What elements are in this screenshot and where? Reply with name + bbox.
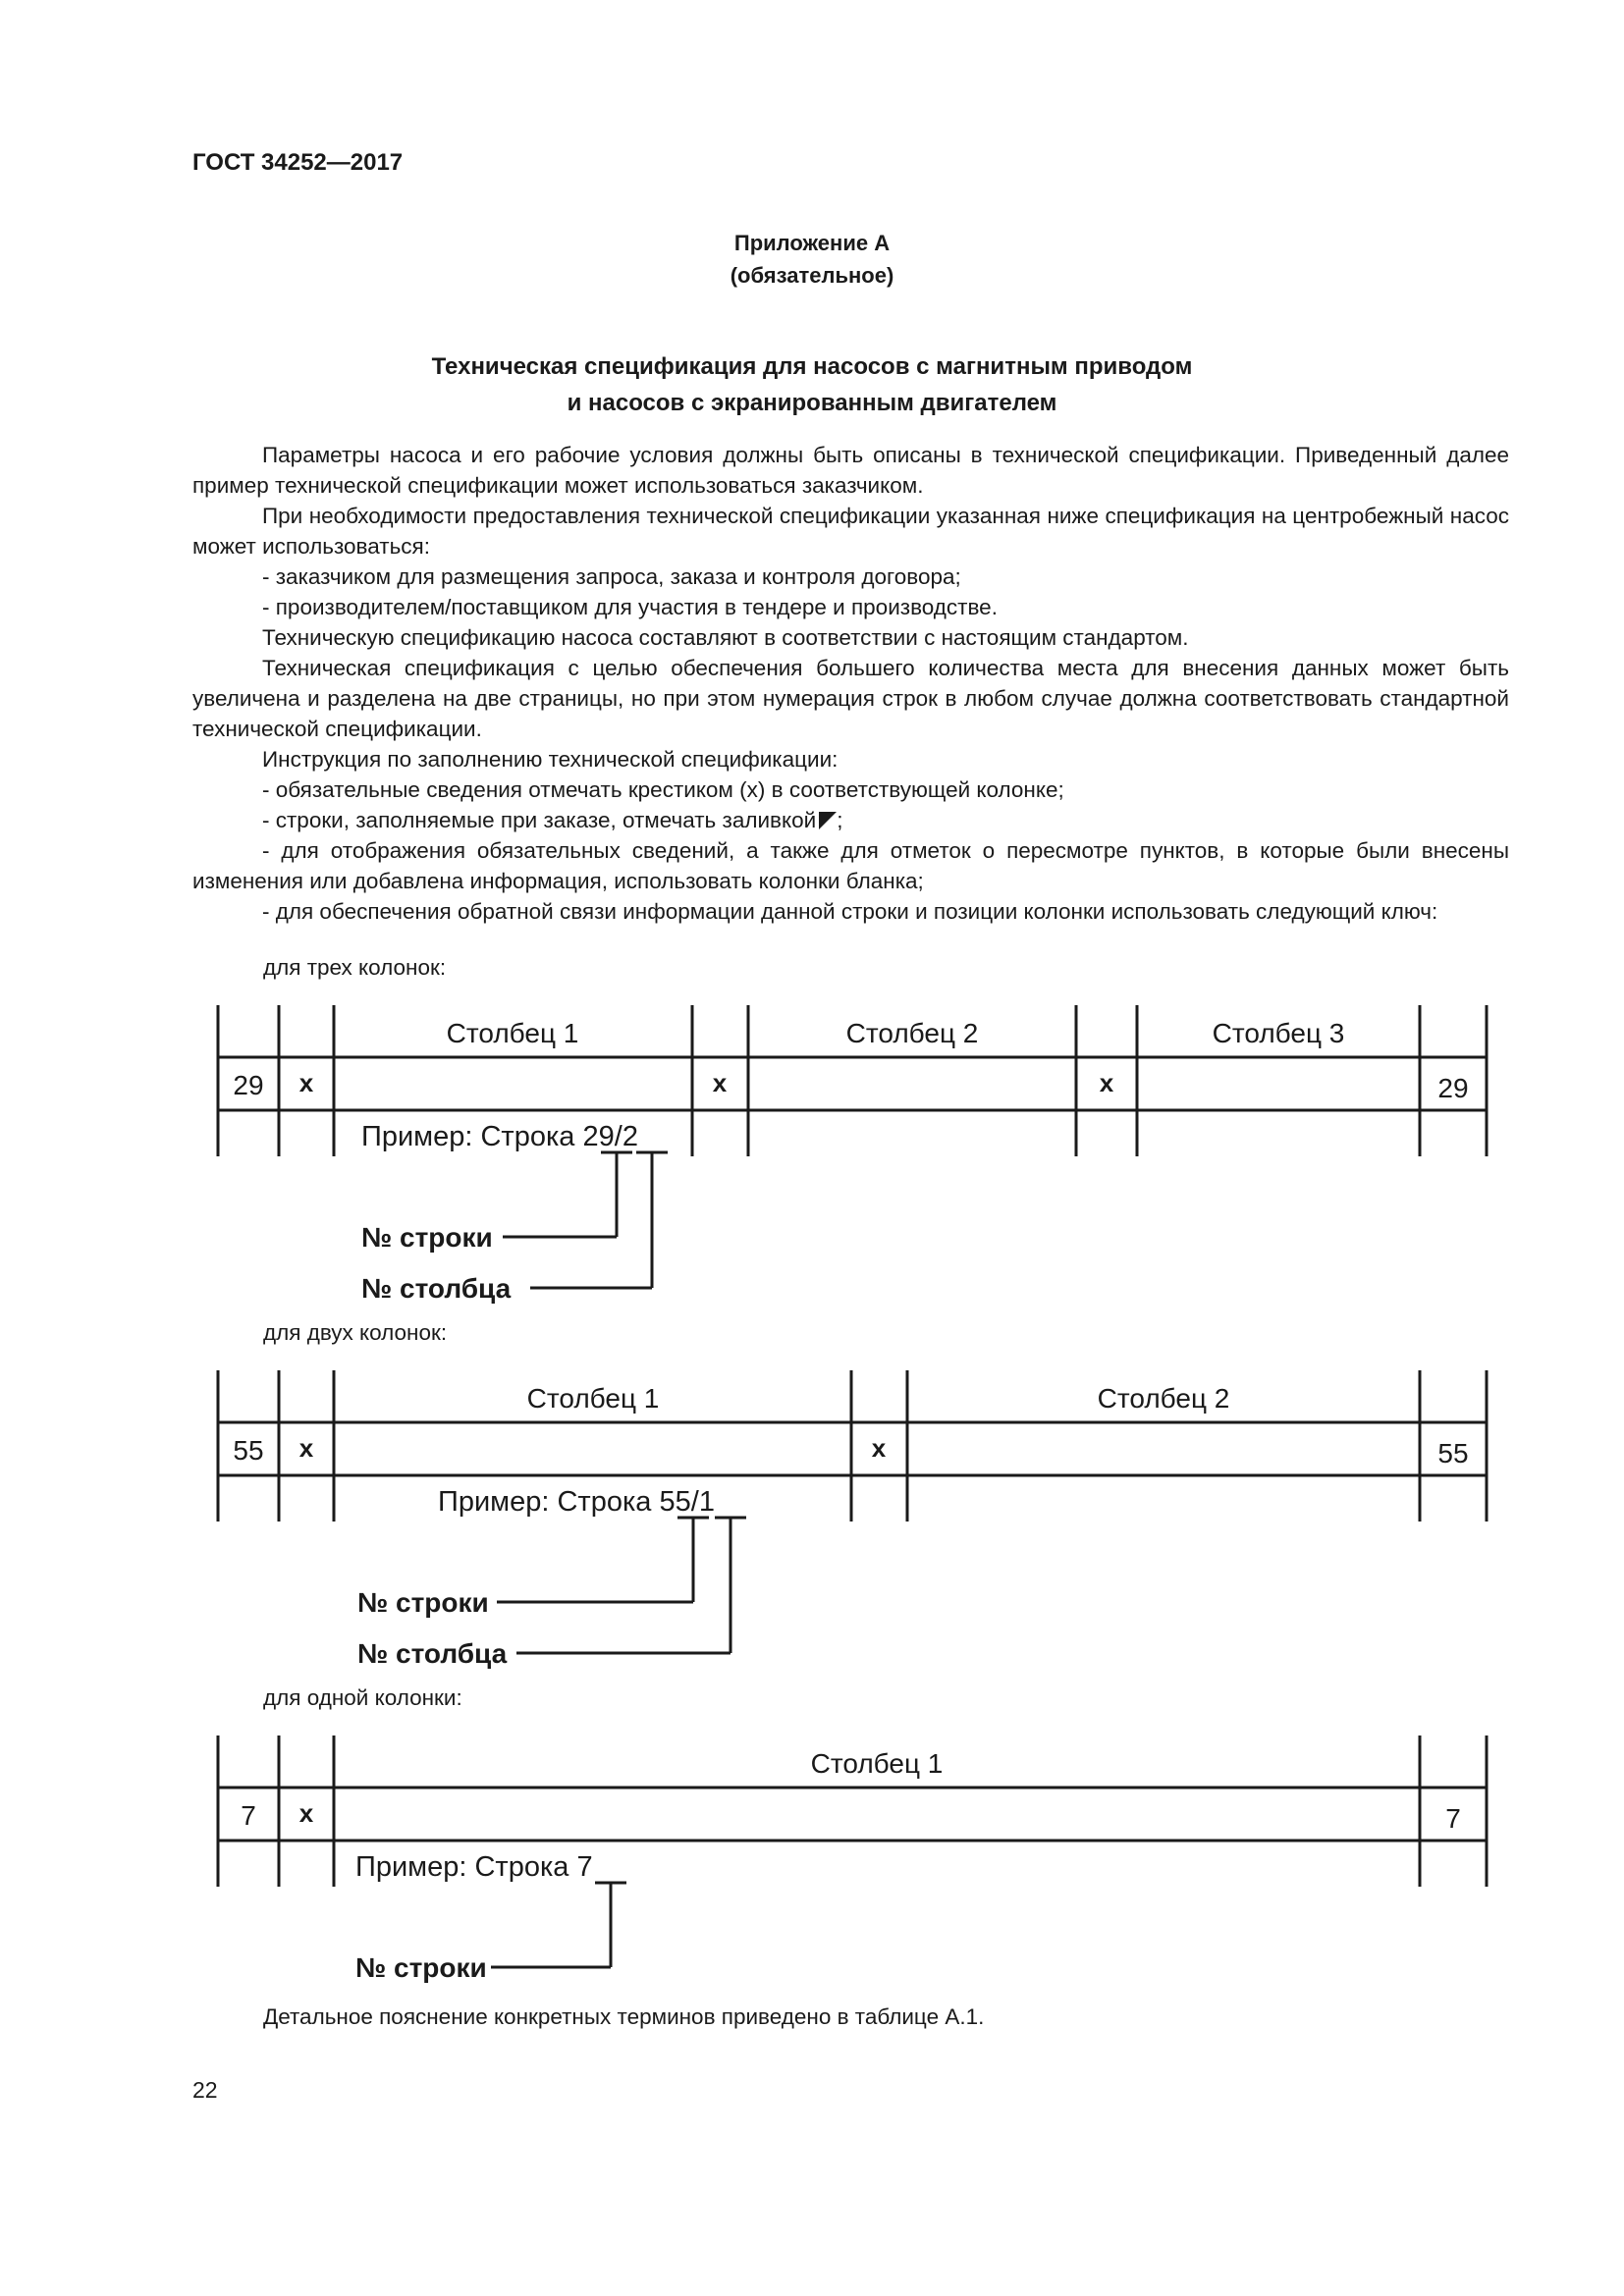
column-1-header: Столбец 1 bbox=[526, 1383, 660, 1414]
row-number-right: 7 bbox=[1445, 1803, 1461, 1834]
label-row-number: № строки bbox=[355, 1952, 487, 1983]
row-number-left: 7 bbox=[241, 1800, 256, 1831]
example-prefix: Пример: Строка bbox=[361, 1121, 583, 1152]
example-text bbox=[355, 1851, 593, 1883]
paragraph: Техническая спецификация с целью обеспечения большего количества места для внесения данных может быть увеличена и разделена на две страницы, но при этом нумерация строк в любом случае должна соответствовать стандартной технической спецификации. bbox=[192, 656, 1509, 741]
mark-x: x bbox=[1099, 1068, 1114, 1097]
example-row: 55 bbox=[659, 1486, 691, 1518]
footer-note: Детальное пояснение конкретных терминов приведено в таблице А.1. bbox=[263, 2004, 985, 2029]
paragraph: Техническую спецификацию насоса составляют в соответствии с настоящим стандартом. bbox=[262, 625, 1189, 650]
list-item-text: - строки, заполняемые при заказе, отмечать заливкой bbox=[262, 808, 817, 832]
column-2-header: Столбец 2 bbox=[1097, 1383, 1230, 1414]
label-row-number: № строки bbox=[357, 1587, 489, 1618]
example-row: 7 bbox=[576, 1851, 593, 1883]
mark-x: x bbox=[298, 1433, 314, 1463]
list-item: - производителем/поставщиком для участия в тендере и производстве. bbox=[262, 595, 998, 619]
row-number-left: 55 bbox=[233, 1435, 264, 1466]
column-3-header: Столбец 3 bbox=[1212, 1018, 1345, 1048]
row-number-right: 29 bbox=[1437, 1073, 1469, 1103]
appendix-status: (обязательное) bbox=[730, 263, 894, 288]
list-item: - обязательные сведения отмечать крестиком (x) в соответствующей колонке; bbox=[262, 777, 1064, 802]
row-number-left: 29 bbox=[233, 1070, 264, 1100]
example-text bbox=[361, 1121, 638, 1152]
caption-two-columns: для двух колонок: bbox=[263, 1320, 448, 1345]
example-prefix: Пример: Строка bbox=[438, 1486, 660, 1518]
caption-one-column: для одной колонки: bbox=[263, 1685, 462, 1710]
paragraph: Инструкция по заполнению технической спецификации: bbox=[262, 747, 839, 772]
mark-x: x bbox=[298, 1798, 314, 1828]
label-row-number: № строки bbox=[361, 1222, 493, 1253]
example-prefix: Пример: Строка bbox=[355, 1851, 577, 1883]
example-column: 2 bbox=[622, 1121, 638, 1152]
document-code: ГОСТ 34252—2017 bbox=[192, 149, 404, 176]
appendix-title-line2: и насосов с экранированным двигателем bbox=[567, 390, 1057, 416]
list-item: - заказчиком для размещения запроса, заказа и контроля договора; bbox=[262, 564, 961, 589]
paragraph: Параметры насоса и его рабочие условия должны быть описаны в технической спецификации. Приведенный далее пример технической спецификации может использоваться заказчиком. bbox=[192, 443, 1509, 498]
list-item: - для отображения обязательных сведений, а также для отметок о пересмотре пунктов, в которые были внесены изменения или добавлена информация, использовать колонки бланка; bbox=[192, 838, 1509, 893]
column-2-header: Столбец 2 bbox=[845, 1018, 979, 1048]
mark-x: x bbox=[712, 1068, 728, 1097]
column-1-header: Столбец 1 bbox=[446, 1018, 579, 1048]
example-column: 1 bbox=[698, 1486, 715, 1518]
label-column-number: № столбца bbox=[361, 1273, 512, 1304]
column-1-header: Столбец 1 bbox=[810, 1748, 944, 1779]
example-slash: / bbox=[614, 1121, 623, 1152]
example-text bbox=[438, 1486, 715, 1518]
mark-x: x bbox=[298, 1068, 314, 1097]
list-item: - для обеспечения обратной связи информации данной строки и позиции колонки использовать следующий ключ: bbox=[262, 899, 1438, 924]
appendix-label: Приложение А bbox=[733, 231, 891, 255]
paragraph: При необходимости предоставления технической спецификации указанная ниже спецификация на центробежный насос может использоваться: bbox=[192, 504, 1509, 559]
page-number: 22 bbox=[192, 2077, 218, 2103]
label-column-number: № столбца bbox=[357, 1638, 508, 1669]
list-item-end: ; bbox=[837, 808, 843, 832]
example-row: 29 bbox=[582, 1121, 615, 1152]
caption-three-columns: для трех колонок: bbox=[263, 955, 447, 980]
mark-x: x bbox=[871, 1433, 887, 1463]
example-slash: / bbox=[690, 1486, 699, 1518]
appendix-title-line1: Техническая спецификация для насосов с магнитным приводом bbox=[431, 353, 1193, 380]
row-number-right: 55 bbox=[1437, 1438, 1469, 1468]
